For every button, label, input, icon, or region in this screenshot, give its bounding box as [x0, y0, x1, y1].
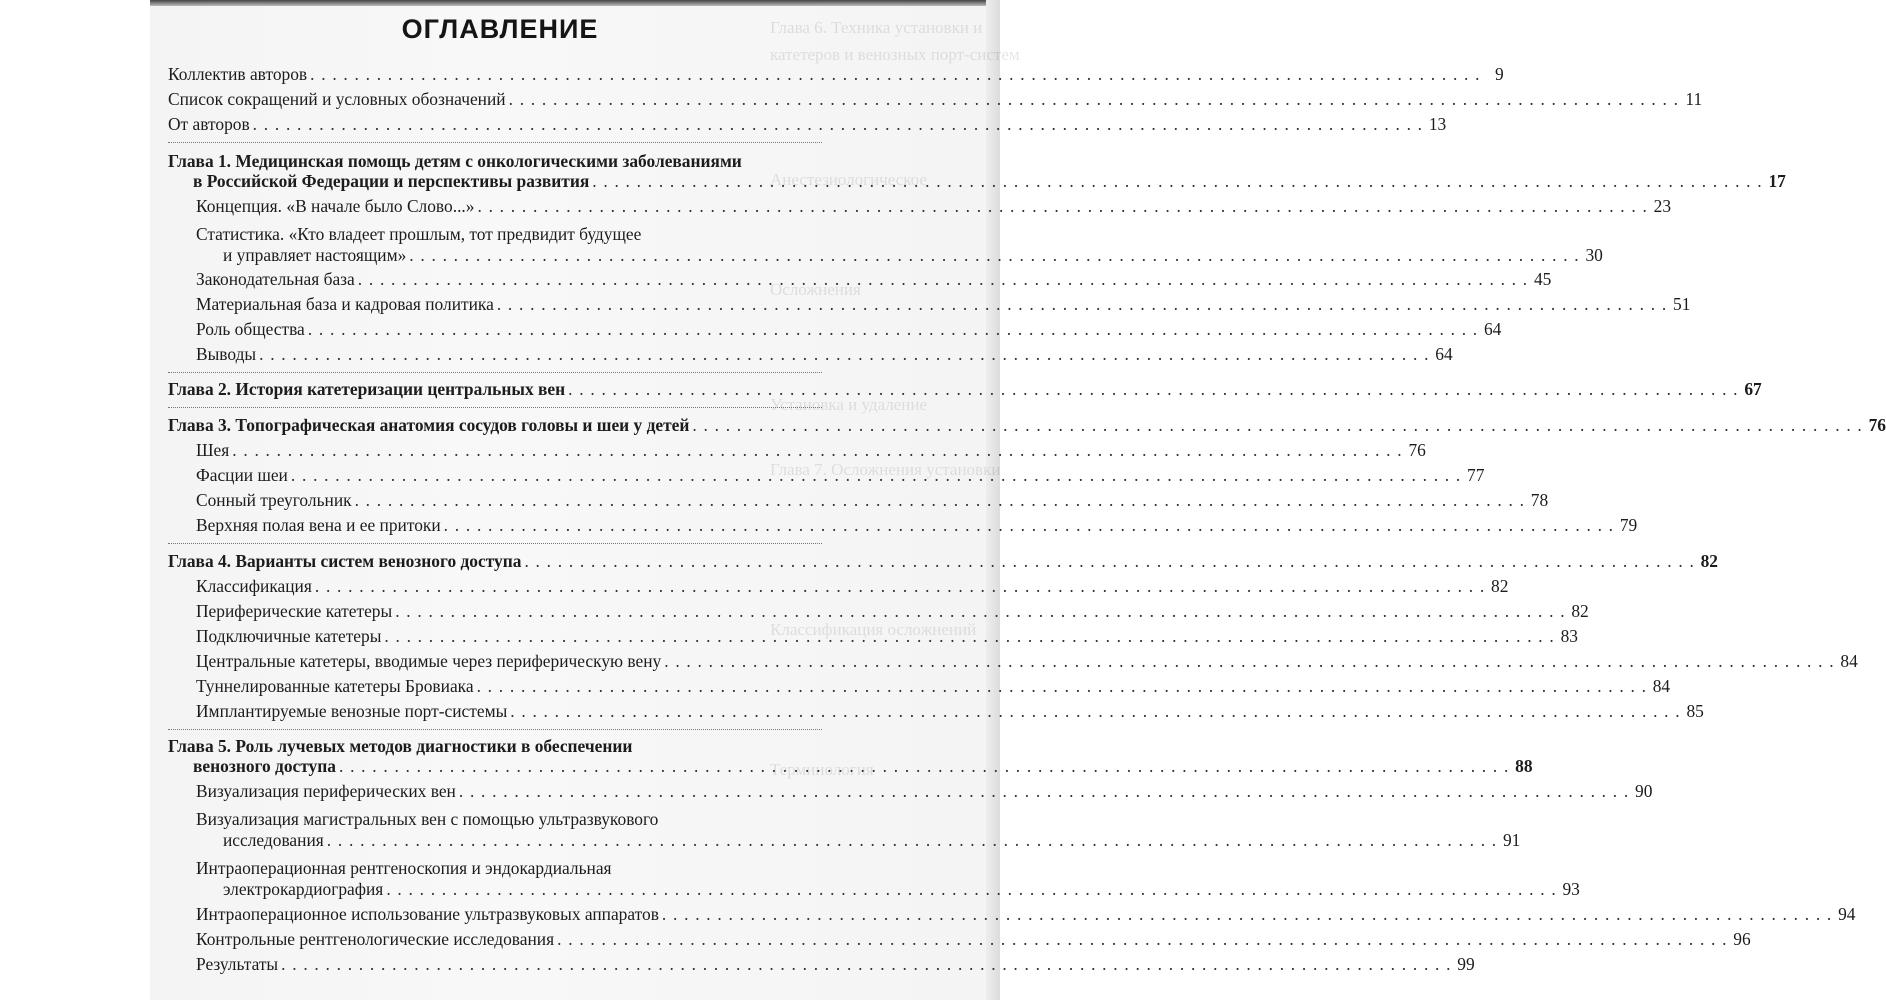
entry-title: Периферические катетеры: [196, 601, 393, 621]
entry-title-line1: Статистика. «Кто владеет прошлым, тот предвидит будущее: [196, 224, 642, 244]
dot-leader: [664, 651, 1835, 672]
page-number: 96: [1733, 929, 1751, 949]
page-number: 79: [1619, 515, 1638, 535]
entry-title: в Российской Федерации и перспективы развития: [193, 171, 590, 191]
entry-title-line1: Интраоперационная рентгеноскопия и эндокардиальная: [196, 858, 612, 878]
dot-leader: [386, 879, 1557, 900]
entry-title: исследования: [223, 830, 324, 850]
dot-leader: [384, 626, 1555, 647]
dot-leader: [355, 490, 1526, 511]
dot-leader: [409, 245, 1580, 266]
page-number: 17: [1768, 171, 1786, 191]
section-divider: [168, 729, 822, 730]
page-number: 77: [1467, 465, 1485, 485]
dot-leader: [692, 415, 1863, 436]
entry-title: Материальная база и кадровая политика: [196, 294, 494, 314]
entry-title: Глава 4. Варианты систем венозного доступа: [168, 551, 522, 571]
entry-title: и управляет настоящим»: [223, 245, 407, 265]
dot-leader: [592, 171, 1763, 192]
entry-title: Имплантируемые венозные порт-системы: [196, 701, 508, 721]
dot-leader: [510, 701, 1681, 722]
toc-entry[interactable]: [196, 196, 1672, 226]
page-number: 45: [1533, 269, 1552, 289]
dot-leader: [232, 440, 1403, 461]
dot-leader: [568, 379, 1739, 400]
entry-title-line1: Визуализация магистральных вен с помощью ультразвукового: [196, 809, 659, 829]
chapter-1-title-line1: Глава 1. Медицинская помощь детям с онкологическими заболеваниями: [168, 151, 742, 171]
page-number: 64: [1435, 344, 1453, 364]
entry-title: Классификация: [196, 576, 312, 596]
chapter-5-title-line1: Глава 5. Роль лучевых методов диагностики в обеспечении: [168, 736, 633, 756]
page-number: 82: [1571, 601, 1589, 621]
page-number: 13: [1428, 114, 1447, 134]
entry-title: Роль общества: [196, 319, 305, 339]
dot-leader: [308, 319, 1479, 340]
toc-entry[interactable]: [168, 114, 1447, 144]
page-number: 99: [1457, 954, 1475, 974]
entry-title: Законодательная база: [196, 269, 355, 289]
page-number: 84: [1652, 676, 1671, 696]
page-number: 76: [1408, 440, 1426, 460]
bleed-through-text: Глава 6. Техника установки и катетеров и венозных порт-систем Анестезиологическое Осложнения Установка и удаление Глава 7. Осложнения установки Классификация осложнений Терминология: [770, 18, 1020, 779]
toc-entry[interactable]: [196, 954, 1475, 984]
page-number: 11: [1685, 89, 1703, 109]
entry-title: От авторов: [168, 114, 250, 134]
page-number: 76: [1868, 415, 1886, 435]
section-divider: [168, 543, 822, 544]
dot-leader: [509, 89, 1680, 110]
page-number: 67: [1744, 379, 1762, 399]
entry-title: Результаты: [196, 954, 279, 974]
section-divider: [168, 142, 822, 143]
entry-title: Коллектив авторов: [168, 64, 308, 84]
entry-title: Шея: [196, 440, 230, 460]
dot-leader: [315, 576, 1486, 597]
entry-title: Визуализация периферических вен: [196, 781, 456, 801]
page-number: 91: [1502, 830, 1521, 850]
page-number: 90: [1635, 781, 1653, 801]
page-number: 51: [1673, 294, 1691, 314]
entry-title: Верхняя полая вена и ее притоки: [196, 515, 441, 535]
dot-leader: [291, 465, 1462, 486]
toc-entry[interactable]: [196, 515, 1638, 545]
dot-leader: [557, 929, 1728, 950]
dot-leader: [497, 294, 1668, 315]
page-number: 82: [1700, 551, 1718, 571]
dot-leader: [310, 64, 1481, 85]
dot-leader: [327, 830, 1498, 851]
page-number: 88: [1515, 756, 1533, 776]
entry-title: электрокардиография: [223, 879, 384, 899]
entry-title: Контрольные рентгенологические исследования: [196, 929, 555, 949]
entry-title: Интраоперационное использование ультразвуковых аппаратов: [196, 904, 659, 924]
page-number: 64: [1483, 319, 1502, 339]
entry-title: Концепция. «В начале было Слово...»: [196, 196, 475, 216]
entry-title: Центральные катетеры, вводимые через периферическую вену: [196, 651, 662, 671]
entry-title: Глава 2. История катетеризации центральных вен: [168, 379, 566, 399]
toc-entry[interactable]: [196, 344, 1453, 374]
dot-leader: [259, 344, 1430, 365]
entry-title: Сонный треугольник: [196, 490, 352, 510]
page-number: 30: [1585, 245, 1603, 265]
toc-entry[interactable]: [223, 830, 1521, 860]
entry-title: венозного доступа: [193, 756, 336, 776]
entry-title: Выводы: [196, 344, 257, 364]
page-number: 94: [1838, 904, 1856, 924]
page-number: 83: [1560, 626, 1578, 646]
entry-title: Подключичные катетеры: [196, 626, 382, 646]
page-number: 9: [1494, 64, 1504, 84]
dot-leader: [459, 781, 1630, 802]
page-number: 78: [1530, 490, 1549, 510]
section-divider: [168, 372, 822, 373]
dot-leader: [662, 904, 1833, 925]
toc-entry[interactable]: [196, 701, 1704, 731]
entry-title: Глава 3. Топографическая анатомия сосудов головы и шеи у детей: [168, 415, 690, 435]
page-number: 93: [1562, 879, 1580, 899]
dot-leader: [395, 601, 1566, 622]
dot-leader: [524, 551, 1695, 572]
toc-chapter-2[interactable]: [168, 379, 1762, 409]
entry-title: Туннелированные катетеры Бровиака: [196, 676, 474, 696]
dot-leader: [444, 515, 1615, 536]
dot-leader: [253, 114, 1424, 135]
dot-leader: [358, 269, 1529, 290]
page-number: 84: [1840, 651, 1858, 671]
toc-entry[interactable]: [196, 781, 1653, 811]
entry-title: Фасции шеи: [196, 465, 288, 485]
section-divider: [168, 407, 822, 408]
page-number: 82: [1491, 576, 1509, 596]
dot-leader: [281, 954, 1452, 975]
entry-title: Список сокращений и условных обозначений: [168, 89, 506, 109]
page-number: 23: [1653, 196, 1672, 216]
dot-leader: [477, 676, 1648, 697]
dot-leader: [339, 756, 1510, 777]
dot-leader: [477, 196, 1648, 217]
page-number: 85: [1686, 701, 1704, 721]
page-title: ОГЛАВЛЕНИЕ: [401, 14, 599, 44]
